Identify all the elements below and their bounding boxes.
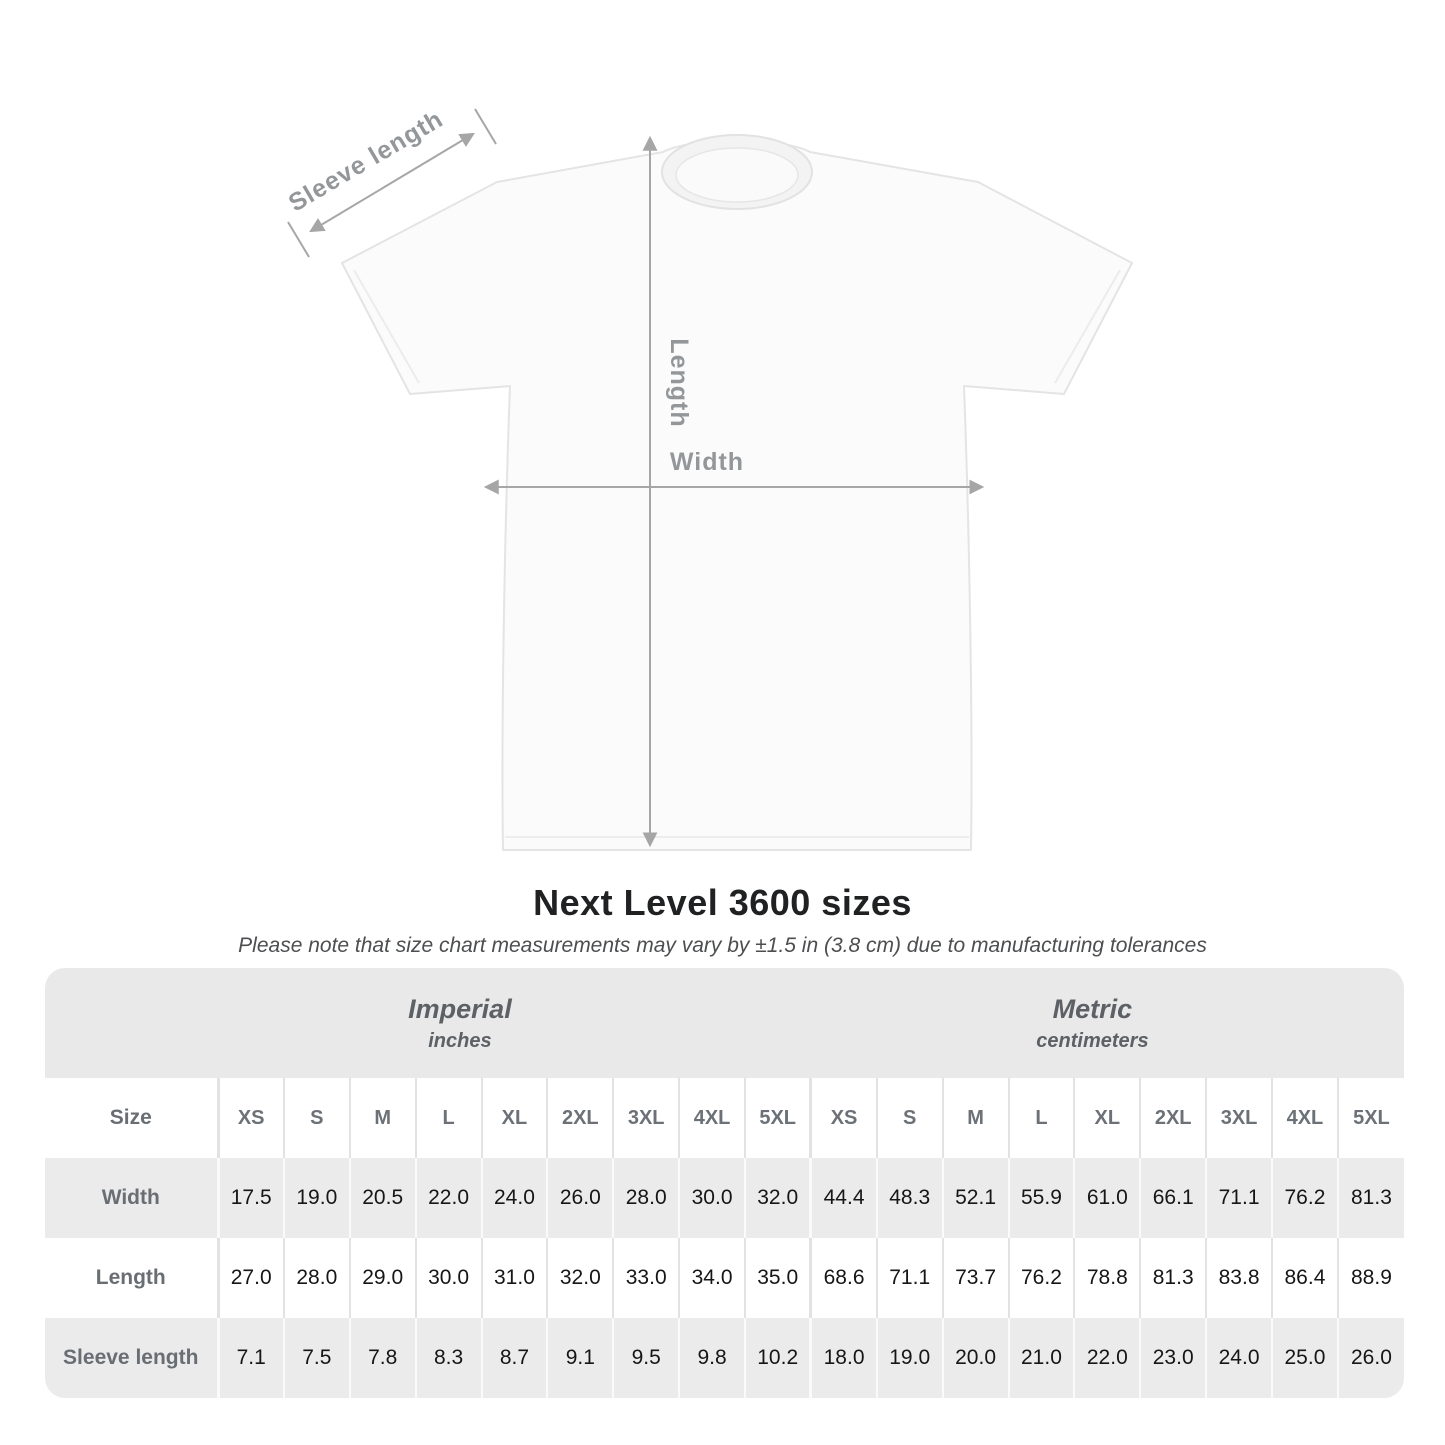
table-cell: 17.5: [218, 1158, 284, 1238]
size-col-header: M: [350, 1078, 416, 1158]
size-col-header: 3XL: [613, 1078, 679, 1158]
imperial-label: Imperial: [408, 993, 512, 1024]
table-cell: 66.1: [1140, 1158, 1206, 1238]
table-cell: 20.5: [350, 1158, 416, 1238]
table-cell: 68.6: [811, 1238, 877, 1318]
table-cell: 30.0: [416, 1238, 482, 1318]
table-cell: 33.0: [613, 1238, 679, 1318]
table-cell: 7.5: [284, 1318, 350, 1398]
table-cell: 9.1: [547, 1318, 613, 1398]
size-header-row: [45, 1078, 1404, 1158]
size-col-header: XL: [482, 1078, 548, 1158]
imperial-unit: inches: [428, 1029, 492, 1052]
metric-header: [811, 968, 1404, 1078]
table-cell: 7.8: [350, 1318, 416, 1398]
width-row: [45, 1158, 1404, 1238]
tolerance-note: Please note that size chart measurements may vary by ±1.5 in (3.8 cm) due to manufacturing tolerances: [238, 934, 1207, 957]
table-cell: 20.0: [943, 1318, 1009, 1398]
metric-label: Metric: [1052, 993, 1133, 1024]
table-cell: 32.0: [745, 1158, 811, 1238]
size-col-header: 2XL: [547, 1078, 613, 1158]
table-cell: 32.0: [547, 1238, 613, 1318]
table-cell: 21.0: [1009, 1318, 1075, 1398]
table-cell: 19.0: [284, 1158, 350, 1238]
table-cell: 29.0: [350, 1238, 416, 1318]
tshirt-illustration: [342, 135, 1132, 850]
table-cell: 73.7: [943, 1238, 1009, 1318]
table-cell: 9.8: [679, 1318, 745, 1398]
table-cell: 35.0: [745, 1238, 811, 1318]
length-label: Length: [665, 338, 693, 428]
table-cell: 10.2: [745, 1318, 811, 1398]
table-cell: 18.0: [811, 1318, 877, 1398]
table-cell: 52.1: [943, 1158, 1009, 1238]
size-col-header: 4XL: [679, 1078, 745, 1158]
size-col-header: 5XL: [1338, 1078, 1404, 1158]
table-cell: 26.0: [547, 1158, 613, 1238]
sleeve-length-row: [45, 1318, 1404, 1398]
size-col-header: M: [943, 1078, 1009, 1158]
size-table-grid: [45, 968, 1404, 1398]
page-title: Next Level 3600 sizes: [533, 882, 912, 923]
size-col-header: 2XL: [1140, 1078, 1206, 1158]
table-cell: 71.1: [877, 1238, 943, 1318]
size-col-header: 5XL: [745, 1078, 811, 1158]
table-cell: 9.5: [613, 1318, 679, 1398]
row-label: Width: [45, 1158, 218, 1238]
table-cell: 22.0: [1074, 1318, 1140, 1398]
table-cell: 30.0: [679, 1158, 745, 1238]
table-cell: 25.0: [1272, 1318, 1338, 1398]
size-col-header: 3XL: [1206, 1078, 1272, 1158]
length-row: [45, 1238, 1404, 1318]
table-cell: 24.0: [1206, 1318, 1272, 1398]
size-table: [45, 968, 1404, 1398]
size-col-header: S: [284, 1078, 350, 1158]
table-cell: 24.0: [482, 1158, 548, 1238]
row-label: Length: [45, 1238, 218, 1318]
width-label: Width: [669, 448, 745, 476]
table-cell: 23.0: [1140, 1318, 1206, 1398]
row-label: Sleeve length: [45, 1318, 218, 1398]
table-cell: 31.0: [482, 1238, 548, 1318]
table-cell: 88.9: [1338, 1238, 1404, 1318]
table-cell: 55.9: [1009, 1158, 1075, 1238]
imperial-header: [45, 968, 811, 1078]
table-cell: 44.4: [811, 1158, 877, 1238]
table-cell: 8.7: [482, 1318, 548, 1398]
sleeve-length-label: Sleeve length: [283, 104, 449, 218]
table-cell: 28.0: [613, 1158, 679, 1238]
size-row-label: Size: [45, 1078, 218, 1158]
size-col-header: XS: [218, 1078, 284, 1158]
size-col-header: XL: [1074, 1078, 1140, 1158]
table-cell: 27.0: [218, 1238, 284, 1318]
table-cell: 19.0: [877, 1318, 943, 1398]
size-col-header: 4XL: [1272, 1078, 1338, 1158]
table-cell: 81.3: [1140, 1238, 1206, 1318]
table-cell: 61.0: [1074, 1158, 1140, 1238]
unit-band-row: [45, 968, 1404, 1078]
table-cell: 76.2: [1009, 1238, 1075, 1318]
table-cell: 76.2: [1272, 1158, 1338, 1238]
table-cell: 28.0: [284, 1238, 350, 1318]
table-cell: 34.0: [679, 1238, 745, 1318]
table-cell: 83.8: [1206, 1238, 1272, 1318]
table-cell: 7.1: [218, 1318, 284, 1398]
table-cell: 78.8: [1074, 1238, 1140, 1318]
size-col-header: S: [877, 1078, 943, 1158]
table-cell: 8.3: [416, 1318, 482, 1398]
size-col-header: XS: [811, 1078, 877, 1158]
size-col-header: L: [1009, 1078, 1075, 1158]
table-cell: 81.3: [1338, 1158, 1404, 1238]
table-cell: 22.0: [416, 1158, 482, 1238]
metric-unit: centimeters: [1036, 1029, 1149, 1052]
table-cell: 26.0: [1338, 1318, 1404, 1398]
table-cell: 71.1: [1206, 1158, 1272, 1238]
size-col-header: L: [416, 1078, 482, 1158]
table-cell: 48.3: [877, 1158, 943, 1238]
table-cell: 86.4: [1272, 1238, 1338, 1318]
